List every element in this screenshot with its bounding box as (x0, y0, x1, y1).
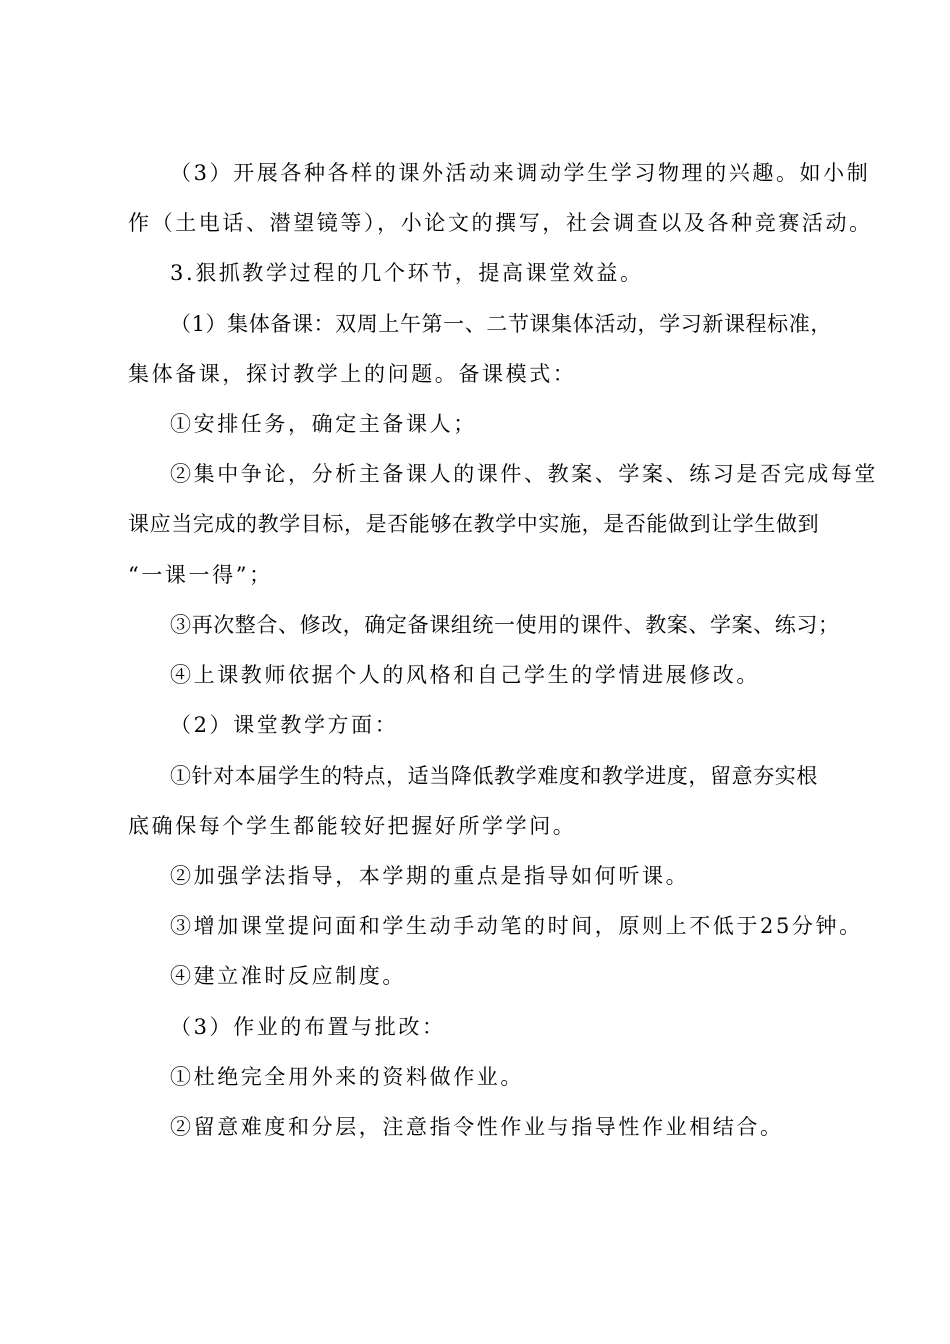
list-item: ①杜绝完全用外来的资料做作业。 (170, 1065, 524, 1089)
section-heading: 3.狠抓教学过程的几个环节，提高课堂效益。 (170, 261, 644, 285)
subheading: （2）课堂教学方面： (170, 713, 399, 737)
list-item: ④上课教师依据个人的风格和自己学生的学情进展修改。 (170, 663, 760, 687)
paragraph-line: （3）开展各种各样的课外活动来调动学生学习物理的兴趣。如小制 (170, 161, 871, 185)
paragraph-line: 作（土电话、潜望镜等），小论文的撰写，社会调查以及各种竞赛活动。 (128, 211, 873, 235)
list-item: ②加强学法指导，本学期的重点是指导如何听课。 (170, 864, 690, 888)
paragraph-line: （1）集体备课：双周上午第一、二节课集体活动，学习新课程标准， (170, 312, 832, 336)
paragraph-line: 课应当完成的教学目标，是否能够在教学中实施，是否能做到让学生做到 (128, 512, 820, 536)
list-item: ④建立准时反应制度。 (170, 964, 406, 988)
list-item: ①针对本届学生的特点，适当降低教学难度和教学进度，留意夯实根 (170, 764, 818, 788)
paragraph-line: 集体备课，探讨教学上的问题。备课模式： (128, 362, 577, 386)
paragraph-line: “一课一得”； (128, 563, 273, 587)
list-item: ②集中争论，分析主备课人的课件、教案、学案、练习是否完成每堂 (170, 462, 878, 486)
list-item: ①安排任务，确定主备课人； (170, 412, 477, 436)
subheading: （3）作业的布置与批改： (170, 1015, 446, 1039)
paragraph-line: 底确保每个学生都能较好把握好所学学问。 (128, 814, 577, 838)
list-item: ③再次整合、修改，确定备课组统一使用的课件、教案、学案、练习； (170, 613, 840, 637)
list-item: ③增加课堂提问面和学生动手动笔的时间，原则上不低于25分钟。 (170, 914, 863, 938)
list-item: ②留意难度和分层，注意指令性作业与指导性作业相结合。 (170, 1115, 784, 1139)
